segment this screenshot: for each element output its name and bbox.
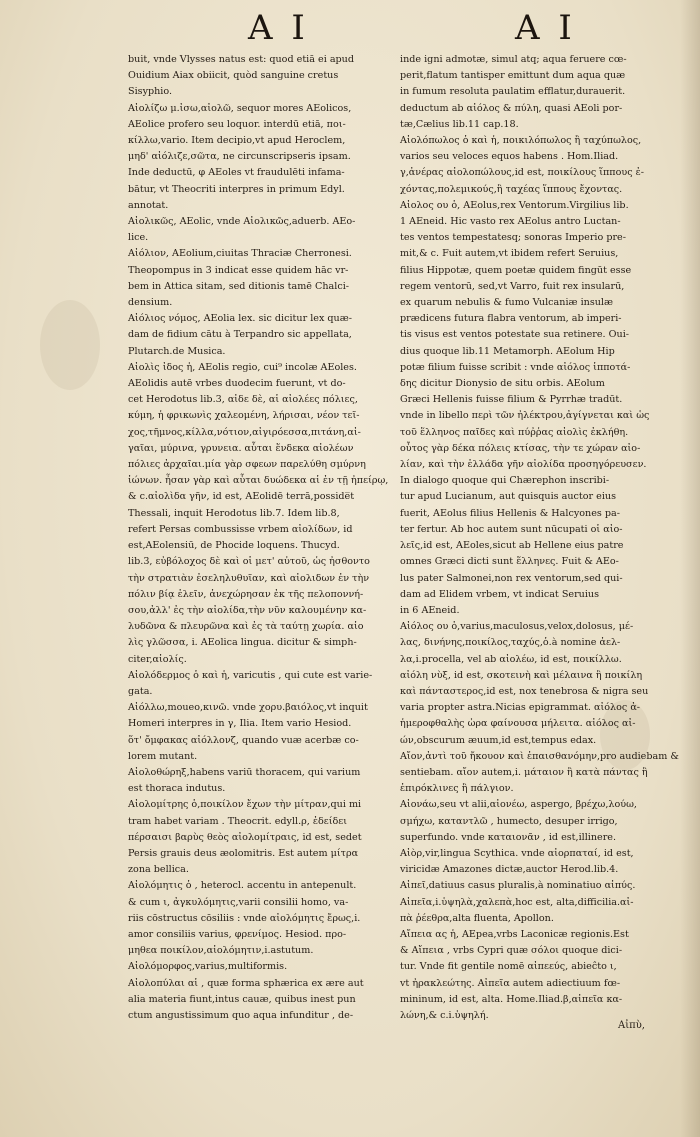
text-line: Græci Hellenis fuisse filium & Pyrrhæ tradūt. <box>400 394 623 406</box>
running-head-left: A I <box>248 8 309 48</box>
text-line: refert Persas combussisse vrbem αἰολίδων, id <box>128 523 353 535</box>
text-line: ών,obscurum æuum,id est,tempus edax. <box>400 734 597 746</box>
text-line: ctum angustissimum quo aqua infunditur , de- <box>128 1009 354 1021</box>
text-line: citer,αἰολίς. <box>128 653 187 665</box>
text-line: in 6 AEneid. <box>400 604 460 616</box>
text-line: bātur, vt Theocriti interpres in primum Edyl. <box>128 183 345 195</box>
text-line: varios seu veloces equos habens . Hom.Iliad. <box>400 151 619 163</box>
text-line: Thessali, inquit Herodotus lib.7. Idem lib.8, <box>128 507 340 519</box>
text-line: lus pater Salmonei,non rex ventorum,sed qui- <box>400 572 623 584</box>
text-line: Αἴον,ἀντὶ τοῦ ἤκουον καὶ ἐπαισθανόμην,pro audiebam & <box>400 750 679 762</box>
text-line: Αἰολομίτρης ὁ,ποικίλον ἔχων τὴν μίτραν,qui mi <box>128 799 362 811</box>
text-line: mit,& c. Fuit autem,vt ibidem refert Seruius, <box>400 248 619 260</box>
text-line: amor consiliis varius, φρενίμος. Hesiod. προ- <box>128 928 347 940</box>
page-edge-shadow <box>680 0 700 1137</box>
text-line: Αἰολοπύλαι αἱ , quæ forma sphærica ex ære aut <box>128 977 364 989</box>
text-line: viricidæ Amazones dictæ,auctor Herod.lib.4. <box>400 864 619 876</box>
text-line: Αἴπεια ας ἡ, AEpea,vrbs Laconicæ regionis.Est <box>400 928 629 940</box>
text-line: densium. <box>128 297 173 309</box>
text-line: γαῖαι, μύρινα, γρυνεια. αὗται ἕνδεκα αἰολέων <box>128 442 354 454</box>
text-line: potæ filium fuisse scribit : vnde αἰόλος ἱπποτά- <box>400 361 631 373</box>
text-line: γ,ἀνέρας αἰολοπώλους,id est, ποικίλους ἵππους ἐ- <box>400 167 645 179</box>
text-line: χος,τῆμνος,κίλλα,νότιον,αἰγιρόεσσα,πιτάνη,αἰ- <box>128 426 361 438</box>
text-line: αἰόλη νὺξ, id est, σκοτεινὴ καὶ μέλαινα ἢ ποικίλη <box>400 669 643 681</box>
text-line: ἡμεροφθαλὴς ὡρα φαίνουσα μήλειτα. αἰόλος αἰ- <box>400 718 636 730</box>
text-line: ἰώνων. ἦσαν γὰρ καὶ αὗται δυώδεκα αἱ ἐν τῇ ἠπείρῳ, <box>128 475 389 487</box>
text-line: λα,i.procella, vel ab αἰολέω, id est, ποικίλλω. <box>400 653 622 665</box>
text-line: δης dicitur Dionysio de situ orbis. AEolum <box>400 378 605 390</box>
text-line: tram habet variam . Theocrit. edyll.ρ, ἐδείδει <box>128 815 348 827</box>
text-line: lice. <box>128 232 149 244</box>
text-line: χόντας,πολεμικούς,ἢ ταχέας ἵππους ἔχοντας. <box>400 183 623 195</box>
text-line: πόλιες ἀρχαῖαι.μία γὰρ σφεων παρελύθη σμύρνη <box>128 459 366 471</box>
text-line: varia propter astra.Nicias epigrammat. αἰόλος ἀ- <box>400 702 641 714</box>
text-line: ἐπιρόκλινες ἢ πάλγιον. <box>400 783 514 795</box>
text-line: κύμη, ἡ φρικωνὶς χαλεομένη, λήρισαι, νέον τεῖ- <box>128 410 360 422</box>
text-line: dam de fidium cātu à Terpandro sic appellata, <box>128 329 352 341</box>
text-line: λυδῶνα & πλευρῶνα καὶ ἐς τὰ ταύτῃ χωρία. αἰο <box>128 621 364 633</box>
text-line: fuerit, AEolus filius Hellenis & Halcyones pa- <box>400 507 620 519</box>
text-line: καὶ πάνταστερος,id est, nox tenebrosa & nigra seu <box>400 685 649 697</box>
text-line: zona bellica. <box>128 864 189 876</box>
text-line: Inde deductū, φ AEoles vt fraudulēti infama- <box>128 167 345 179</box>
text-line: Αἰόλιος νόμος, AEolia lex. sic dicitur lex quæ- <box>128 313 352 325</box>
text-line: Αἰολος ου ὁ, AEolus,rex Ventorum.Virgilius lib. <box>400 199 629 211</box>
text-line: gata. <box>128 685 153 697</box>
text-line: Αἰολίζω μ.ἰσω,αἰολῶ, sequor mores AEolicos, <box>128 102 352 114</box>
text-line: regem ventorū, sed,vt Varro, fuit rex insularū, <box>400 280 625 292</box>
text-line: deductum ab αἰόλος & πύλη, quasi AEoli por- <box>400 102 623 114</box>
text-line: Αἰπεῖα,i.ὑψηλὰ,χαλεπὰ,hoc est, alta,difficilia.αἰ- <box>400 896 634 908</box>
text-line: & Αἴπεια , vrbs Cypri quæ σόλοι quoque dici- <box>400 945 623 957</box>
text-line: tur apud Lucianum, aut quisquis auctor eius <box>400 491 617 503</box>
text-line: τοῦ ἕλληνος παῖδες καὶ πύῤῥας αἰολὶς ἐκλήθη. <box>400 426 629 438</box>
catchword: Αἰπὺ, <box>618 1020 645 1031</box>
text-line: Theopompus in 3 indicat esse quidem hāc vr- <box>128 264 349 276</box>
text-line: Αἰολόπωλος ὁ καὶ ἡ, ποικιλόπωλος ἢ ταχύπωλος, <box>400 135 642 147</box>
text-line: Αἰολόμορφος,varius,multiformis. <box>128 961 288 973</box>
text-line: sentiebam. αἴον autem,i. μάταιον ἢ κατὰ πάντας ἢ <box>400 766 648 778</box>
text-line: πέρσαισι βαρὺς θεὸς αἰολομίτραις, id est, sedet <box>128 831 362 843</box>
text-line: λας, δινήνης,ποικίλος,ταχύς,ὁ.à nomine ἀελ- <box>400 637 621 649</box>
text-line: σμήχω, καταντλῶ , humecto, desuper irrigo, <box>400 815 618 827</box>
text-line: omnes Græci dicti sunt ἕλληνες. Fuit & AEo- <box>400 556 619 568</box>
text-line: Αἰολόδερμος ὁ καὶ ἡ, varicutis , qui cute est varie- <box>128 669 373 681</box>
text-line: Αἰολὶς ἰδος ἡ, AEolis regio, cui⁹ incolæ AEoles. <box>128 361 357 373</box>
text-line: Αἰολοθώρηξ,habens variū thoracem, qui varium <box>128 766 361 778</box>
text-line: AEolidis autē vrbes duodecim fuerunt, vt do- <box>128 378 346 390</box>
left-text-column <box>128 52 389 1024</box>
text-line: Αἰόλιον, AEolium,ciuitas Thraciæ Cherronesi. <box>128 248 352 260</box>
text-line: σου,ἀλλ' ἐς τὴν αἰολίδα,τὴν νῦν καλουμένην κα- <box>128 604 367 616</box>
text-line: lib.3, εὐβόλοχος δὲ καὶ οἱ μετ' αὐτοῦ, ὡς ἠσθοντο <box>128 556 370 568</box>
text-line: bem in Attica sitam, sed ditionis tamē Chalci- <box>128 280 350 292</box>
text-line: tur. Vnde fit gentile nomē αἰπεεύς, abieĉto ι, <box>400 961 617 973</box>
text-line: cet Herodotus lib.3, αἰδε δὲ, αἱ αἰολέες πόλιες, <box>128 394 358 406</box>
text-line: prædicens futura flabra ventorum, ab imperi- <box>400 313 622 325</box>
text-line: Αἰολόμητις ὁ , heterocl. accentu in antepenult. <box>128 880 357 892</box>
text-line: οὗτος γὰρ δέκα πόλεις κτίσας, τὴν τε χώραν αἰο- <box>400 442 641 454</box>
text-line: λώνη,& c.i.ὑψηλή. <box>400 1009 489 1021</box>
text-line: annotat. <box>128 199 169 211</box>
text-line: Αἰὸρ,vir,lingua Scythica. vnde αἰορπαταί, id est, <box>400 847 634 859</box>
text-line: Αἰπεῖ,datiuus casus pluralis,à nominatiuo αἰπύς. <box>400 880 636 892</box>
text-line: λεῖς,id est, AEoles,sicut ab Hellene eius patre <box>400 540 624 552</box>
text-line: λὶς γλῶσσα, i. AEolica lingua. dicitur & simph- <box>128 637 357 649</box>
text-line: tes ventos tempestatesq; sonoras Imperio pre- <box>400 232 626 244</box>
text-line: κίλλω,vario. Item decipio,vt apud Heroclem, <box>128 135 346 147</box>
text-line: ὅτ' ὄμφακας αἰόλλονζ, quando vuæ acerbæ co- <box>128 734 359 746</box>
text-line: 1 AEneid. Hic vasto rex AEolus antro Luctan- <box>400 216 621 228</box>
text-line: dius quoque lib.11 Metamorph. AEolum Hip <box>400 345 615 357</box>
text-line: mininum, id est, alta. Home.Iliad.β,αἰπεῖα κα- <box>400 993 623 1005</box>
running-head-right: A I <box>515 8 576 48</box>
text-line: μηδ' αἰόλιζε,σῶτα, ne circunscripseris ipsam. <box>128 151 351 163</box>
text-line: Plutarch.de Musica. <box>128 345 226 357</box>
text-line: πόλιν βίᾳ ἑλεῖν, ἀνεχώρησαν ἐκ τῆς πελοποννή- <box>128 588 364 600</box>
text-line: tæ,Cælius lib.11 cap.18. <box>400 118 519 130</box>
text-line: Αἰόλλω,moueo,κινῶ. vnde χορυ.βαιόλος,vt inquit <box>128 702 368 714</box>
text-line: Sisyphio. <box>128 86 173 98</box>
text-line: superfundo. vnde καταιονᾶν , id est,illinere. <box>400 831 617 843</box>
text-line: est thoraca indutus. <box>128 783 226 795</box>
text-line: perit,flatum tantisper emittunt dum aqua quæ <box>400 70 626 82</box>
text-line: buit, vnde Vlysses natus est: quod etiā ei apud <box>128 54 355 65</box>
text-line: λίαν, καὶ τὴν ἑλλάδα γῆν αἰολίδα προσηγόρευσεν. <box>400 459 647 471</box>
text-line: alia materia fiunt,intus cauæ, quibus inest pun <box>128 993 356 1005</box>
text-line: πὰ ῥέεθρα,alta fluenta, Apollon. <box>400 912 554 924</box>
text-line: ter fertur. Ab hoc autem sunt nūcupati οἱ αἰο- <box>400 523 623 535</box>
text-line: riis cōstructus cōsiliis : vnde αἰολόμητις ἔρως,i. <box>128 912 361 924</box>
text-line: Αἰολικῶς, AEolic, vnde Αἰολικῶς,aduerb. AEo- <box>128 216 356 228</box>
text-line: dam ad Elidem vrbem, vt indicat Seruius <box>400 588 600 600</box>
text-line: & c.αἰολὶδα γῆν, id est, AEolidē terrā,posside̅t <box>128 491 355 503</box>
text-line: vnde in libello περὶ τῶν ἠλέκτρου,ἀγίγνεται καὶ ὡς <box>400 410 650 422</box>
text-line: inde igni admotæ, simul atq; aqua feruere cœ- <box>400 54 627 65</box>
text-line: filius Hippotæ, quem poetæ quidem fingūt esse <box>400 264 632 276</box>
text-line: lorem mutant. <box>128 750 198 762</box>
paper-stain <box>40 300 100 390</box>
text-line: AEolice profero seu loquor. interdū etiā, ποι- <box>128 118 346 130</box>
text-line: τὴν στρατιὰν ἐσεληλυθυῖαν, καὶ αἰολιδων ἐν τὴν <box>128 572 370 584</box>
text-line: est,AEolensiū, de Phocide loquens. Thucyd. <box>128 540 340 552</box>
text-line: In dialogo quoque qui Chærephon inscribi- <box>400 475 610 487</box>
text-line: ex quarum nebulis & fumo Vulcaniæ insulæ <box>400 297 614 309</box>
text-line: Homeri interpres in γ, Ilia. Item vario Hesiod. <box>128 718 352 730</box>
text-line: Ouidium Aiax obiicit, quòd sanguine cretus <box>128 70 339 82</box>
text-line: tis visus est ventos potestate sua retinere. Oui- <box>400 329 630 341</box>
text-line: vt ἠρακλεώτης. Αἰπεῖα autem adiectiuum fœ- <box>400 977 621 989</box>
text-line: in fumum resoluta paulatim efflatur,durauerit. <box>400 86 626 98</box>
text-line: Persis grauis deus æolomitris. Est autem μίτρα <box>128 847 359 859</box>
text-line: Αἰόλος ου ὁ,varius,maculosus,velox,dolosus, μέ- <box>400 621 634 633</box>
text-line: & cum ι, ἀγκυλόμητις,varii consilii homo, va- <box>128 896 349 908</box>
text-line: Αἰονάω,seu vt alii,αἰονέω, aspergo, βρέχω,λούω, <box>400 799 637 811</box>
text-line: μηθεα ποικίλον,αἰολόμητιν,i.astutum. <box>128 945 314 957</box>
right-text-column <box>400 52 679 1024</box>
